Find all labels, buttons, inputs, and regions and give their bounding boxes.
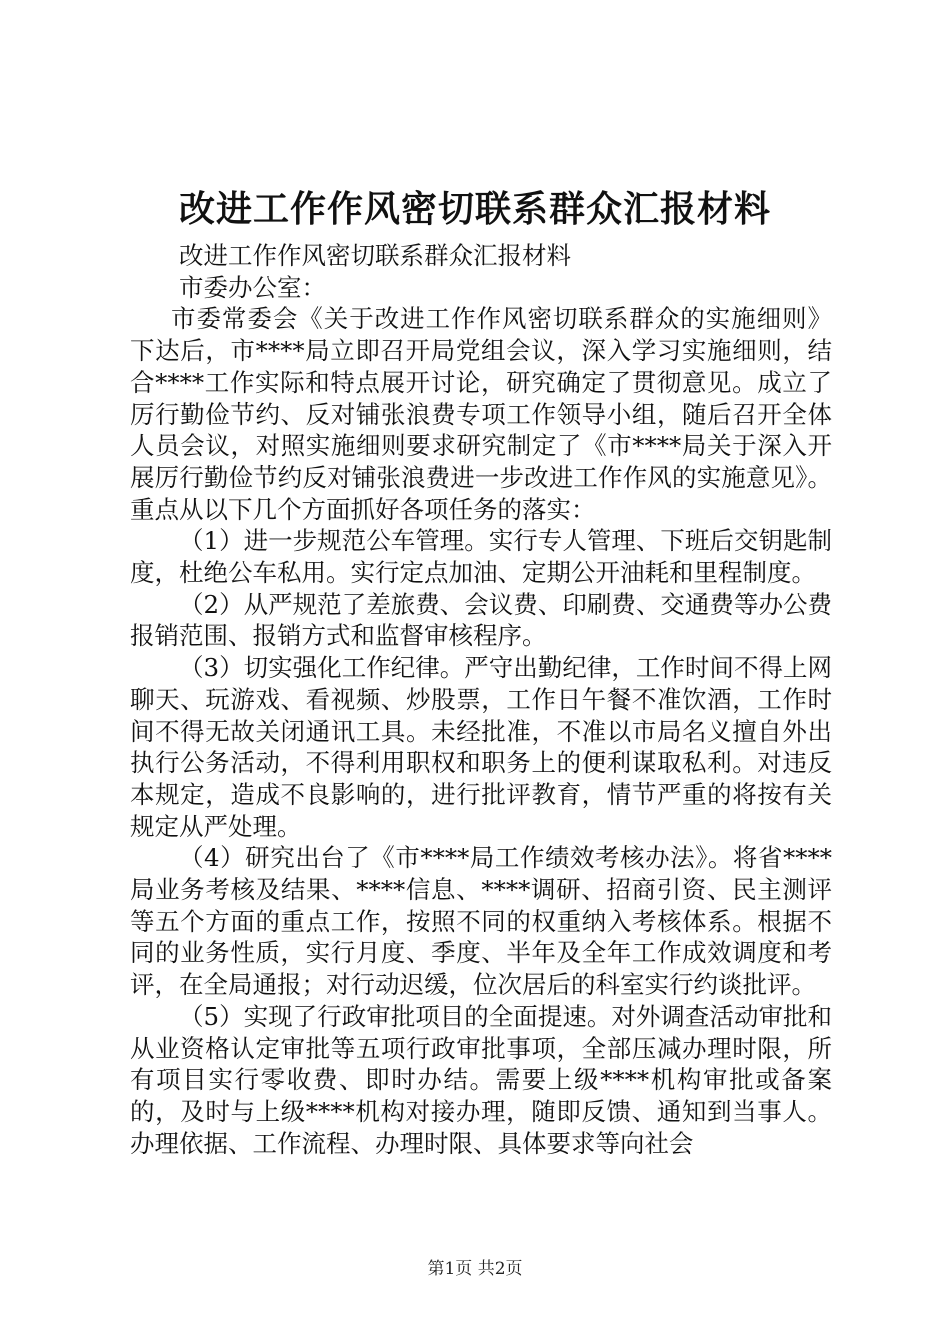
page-number: 第1页 共2页: [427, 1259, 523, 1279]
document-subtitle: 改进工作作风密切联系群众汇报材料: [179, 241, 571, 270]
paragraph-item-1: （1）进一步规范公车管理。实行专人管理、下班后交钥匙制度，杜绝公车私用。实行定点加油、定期公开油耗和里程制度。: [130, 526, 832, 588]
document-body: [130, 240, 832, 1159]
paragraph-item-4: （4）研究出台了《市****局工作绩效考核办法》。将省****局业务考核及结果、****信息、****调研、招商引资、民主测评等五个方面的重点工作，按照不同的权重纳入考核体系。根据不同的业务性质，实行月度、季度、半年及全年工作成效调度和考评，在全局通报；对行动迟缓，位次居后的科室实行约谈批评。: [130, 843, 832, 1000]
addressee: 市委办公室：: [179, 272, 326, 302]
document-title: 改进工作作风密切联系群众汇报材料: [178, 188, 771, 230]
paragraph-item-2: （2）从严规范了差旅费、会议费、印刷费、交通费等办公费报销范围、报销方式和监督审核程序。: [130, 589, 832, 651]
paragraph-item-3: （3）切实强化工作纪律。严守出勤纪律，工作时间不得上网聊天、玩游戏、看视频、炒股票，工作日午餐不准饮酒，工作时间不得无故关闭通讯工具。未经批准，不准以市局名义擅自外出执行公务活动，不得利用职权和职务上的便利谋取私利。对违反本规定，造成不良影响的，进行批评教育，情节严重的将按有关规定从严处理。: [130, 653, 832, 841]
paragraph-intro: 市委常委会《关于改进工作作风密切联系群众的实施细则》下达后，市****局立即召开局党组会议，深入学习实施细则，结合****工作实际和特点展开讨论，研究确定了贯彻意见。成立了厉行勤俭节约、反对铺张浪费专项工作领导小组，随后召开全体人员会议，对照实施细则要求研究制定了《市****局关于深入开展厉行勤俭节约反对铺张浪费进一步改进工作作风的实施意见》。重点从以下几个方面抓好各项任务的落实：: [130, 304, 832, 524]
paragraph-item-5: （5）实现了行政审批项目的全面提速。对外调查活动审批和从业资格认定审批等五项行政审批事项，全部压减办理时限，所有项目实行零收费、即时办结。需要上级****机构审批或备案的，及时与上级****机构对接办理，随即反馈、通知到当事人。办理依据、工作流程、办理时限、具体要求等向社会: [130, 1001, 832, 1158]
